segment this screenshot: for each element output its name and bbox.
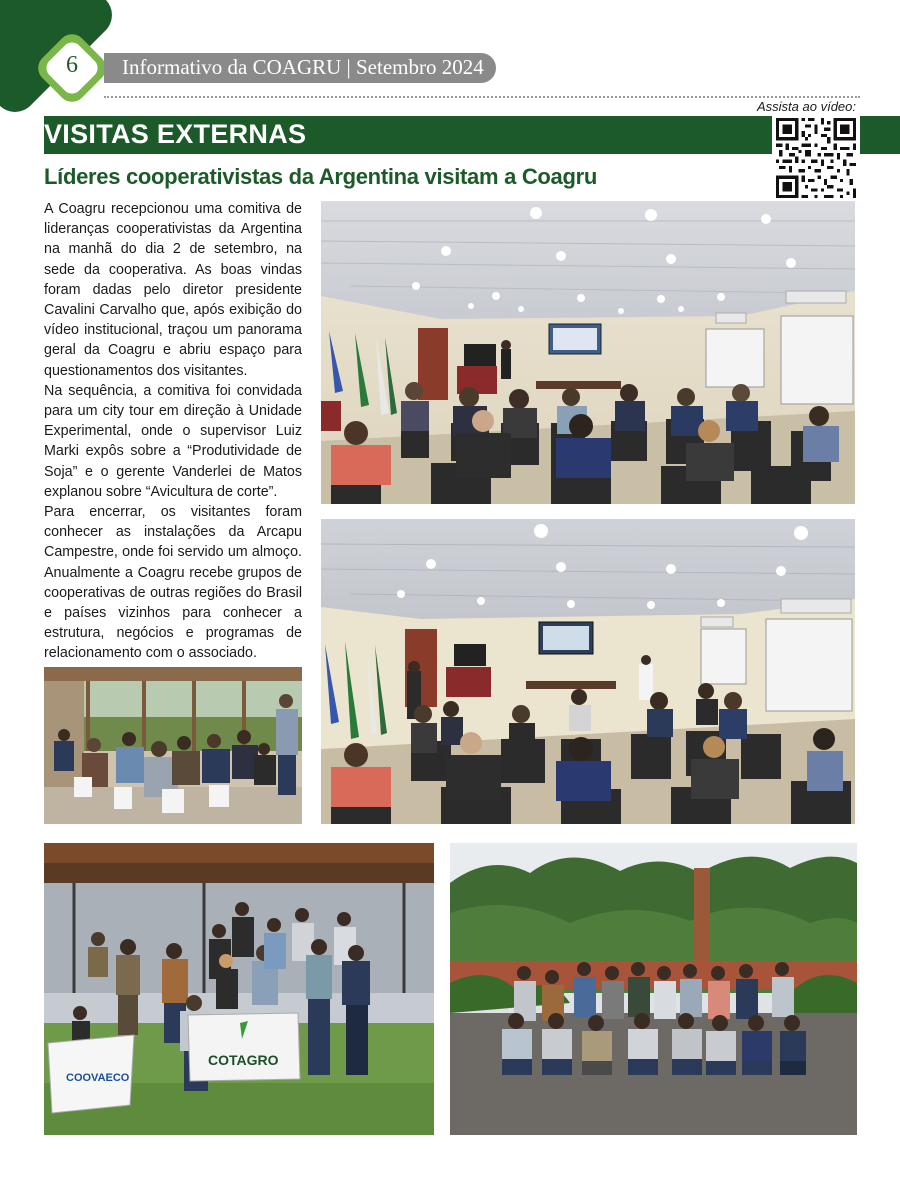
publication-title: Informativo da COAGRU | Setembro 2024 [122,55,484,79]
banner-cotagro-text: COTAGRO [208,1052,279,1068]
section-title: VISITAS EXTERNAS [44,119,307,149]
article-body [44,199,302,664]
article-paragraph-3: Para encerrar, os visitantes foram conhecer as instalações da Arcapu Campestre, onde foi servido um almoço. Anualmente a Coagru recebe grupos de cooperativas de outras regiões do Brasil e países vizinhos para conhecer a estrutura, negócios e programas de relacionamento com o associado. [44,504,302,662]
photo-group-banners [44,843,434,1135]
banner-coovaeco-text: COOVAECO [66,1072,130,1084]
header-divider [104,96,860,98]
page-number: 6 [66,52,78,78]
photo-meeting-room-2 [321,519,855,824]
article-headline: Líderes cooperativistas da Argentina visitam a Coagru [44,164,598,189]
article-paragraph-2: Na sequência, a comitiva foi convidada para um city tour em direção à Unidade Experimental, onde o supervisor Luiz Marki expôs sobre a “Produtividade de Soja” e o gerente Vanderlei de Matos explanou sobre “Avicultura de corte”. [44,382,302,500]
video-caption: Assista ao vídeo: [757,99,856,114]
photo-patio-group [44,667,302,824]
qr-code-icon[interactable] [776,118,856,198]
photo-group-outdoor [450,843,857,1135]
photo-meeting-room-1 [321,201,855,504]
article-paragraph-1: A Coagru recepcionou uma comitiva de lideranças cooperativistas da Argentina na manhã do dia 2 de setembro, na sede da cooperativa. As boas vindas foram dadas pelo diretor presidente Cavalini Carvalho que, após exibição do vídeo institucional, traçou um panorama geral da Coagru e abriu espaço para questionamentos dos visitantes. [44,201,302,379]
